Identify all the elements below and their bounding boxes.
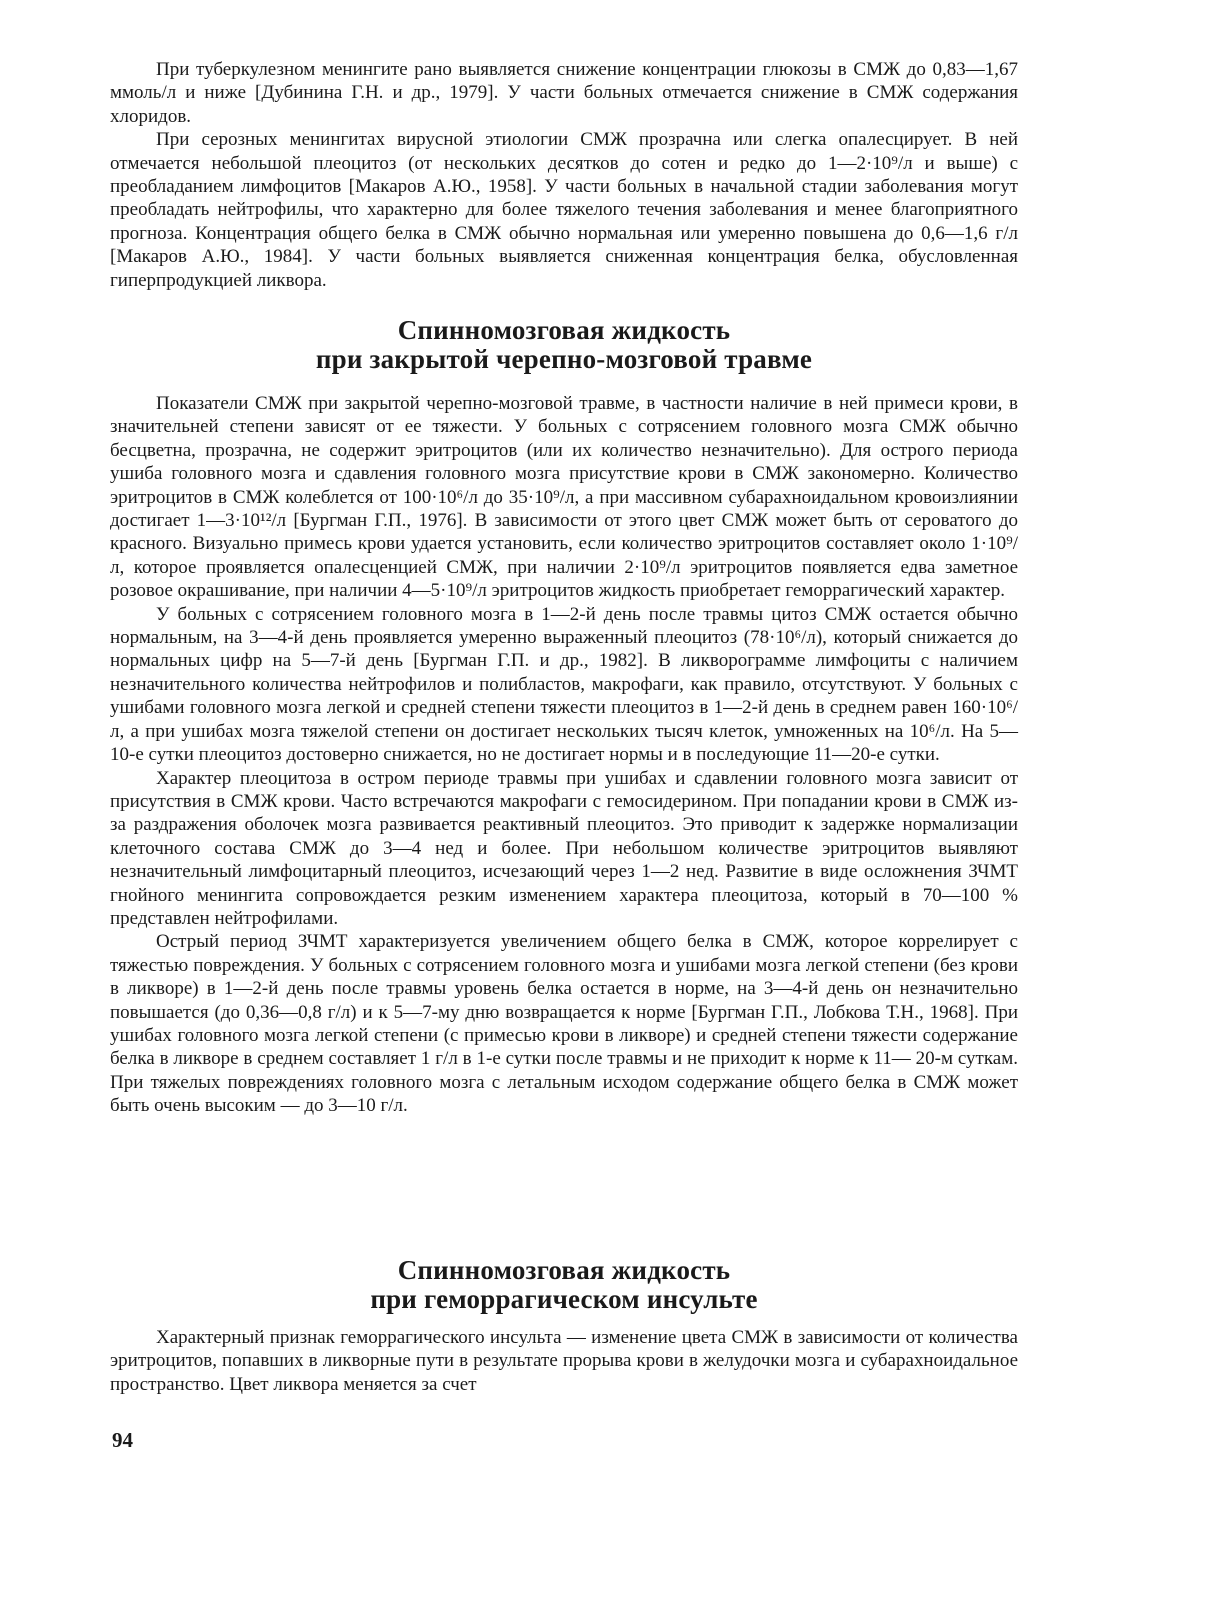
tbi-section — [110, 392, 1018, 1118]
stroke-heading — [110, 1256, 1018, 1314]
intro-section — [110, 58, 1018, 292]
stroke-section — [110, 1326, 1018, 1396]
page-number: 94 — [112, 1428, 133, 1452]
paragraph: Острый период ЗЧМТ характеризуется увеличением общего белка в СМЖ, которое коррелирует с тяжестью повреждения. У больных с сотрясением головного мозга и ушибами мозга легкой степени (без крови в ликворе) в 1—2-й день после травмы уровень белка остается в норме, на 3—4-й день он незначительно повышается (до 0,36—0,8 г/л) и к 5—7-му дню возвращается к норме [Бургман Г.П., Лобкова Т.Н., 1968]. При ушибах головного мозга легкой степени (с примесью крови в ликворе) и средней степени тяжести содержание белка в ликворе в среднем составляет 1 г/л в 1-е сутки после травмы и не приходит к норме к 11— 20-м суткам. При тяжелых повреждениях головного мозга с летальным исходом содержание общего белка в СМЖ может быть очень высоким — до 3—10 г/л. — [110, 931, 1018, 1117]
section-title-line: Спинномозговая жидкость — [397, 315, 731, 345]
paragraph: При серозных менингитах вирусной этиологии СМЖ прозрачна или слегка опалесцирует. В ней отмечается небольшой плеоцитоз (от нескольких десятков до сотен и редко до 1—2·10⁹/л и выше) с преобладанием лимфоцитов [Макаров А.Ю., 1958]. У части больных в начальной стадии заболевания могут преобладать нейтрофилы, что характерно для более тяжелого течения заболевания и менее благоприятного прогноза. Концентрация общего белка в СМЖ обычно нормальная или умеренно повышена до 0,6—1,6 г/л [Макаров А.Ю., 1984]. У части больных выявляется сниженная концентрация белка, обусловленная гиперпродукцией ликвора. — [110, 129, 1018, 291]
paragraph: Характер плеоцитоза в остром периоде травмы при ушибах и сдавлении головного мозга зависит от присутствия в СМЖ крови. Часто встречаются макрофаги с гемосидерином. При попадании крови в СМЖ из-за раздражения оболочек мозга развивается реактивный плеоцитоз. Это приводит к задержке нормализации клеточного состава СМЖ до 3—4 нед и более. При небольшом количестве эритроцитов выявляют незначительный лимфоцитарный плеоцитоз, исчезающий через 1—2 нед. Развитие в виде осложнения ЗЧМТ гнойного менингита сопровождается резким изменением характера плеоцитоза, который в 70—100 % представлен нейтрофилами. — [110, 767, 1018, 929]
tbi-heading — [110, 316, 1018, 374]
paragraph: Показатели СМЖ при закрытой черепно-мозговой травме, в частности наличие в ней примеси крови, в значительней степени зависят от ее тяжести. У больных с сотрясением головного мозга СМЖ обычно бесцветна, прозрачна, не содержит эритроцитов (или их количество незначительно). Для острого периода ушиба головного мозга и сдавления головного мозга присутствие крови в СМЖ закономерно. Количество эритроцитов в СМЖ колеблется от 100·10⁶/л до 35·10⁹/л, а при массивном субарахноидальном кровоизлиянии достигает 1—3·10¹²/л [Бургман Г.П., 1976]. В зависимости от этого цвет СМЖ может быть от сероватого до красного. Визуально примесь крови удается установить, если количество эритроцитов составляет около 1·10⁹/л, которое проявляется опалесценцией СМЖ, при наличии 2·10⁹/л эритроцитов появляется едва заметное розовое окрашивание, при наличии 4—5·10⁹/л эритроцитов жидкость приобретает геморрагический характер. — [110, 393, 1018, 602]
paragraph: Характерный признак геморрагического инсульта — изменение цвета СМЖ в зависимости от количества эритроцитов, попавших в ликворные пути в результате прорыва крови в желудочки мозга и субарахноидальное пространство. Цвет ликвора меняется за счет — [110, 1327, 1018, 1395]
section-title-line: Спинномозговая жидкость — [397, 1255, 731, 1285]
paragraph: При туберкулезном менингите рано выявляется снижение концентрации глюкозы в СМЖ до 0,83—1,67 ммоль/л и ниже [Дубинина Г.Н. и др., 1979]. У части больных отмечается снижение в СМЖ содержания хлоридов. — [110, 59, 1018, 127]
section-title-line: при геморрагическом инсульте — [370, 1284, 758, 1314]
paragraph: У больных с сотрясением головного мозга в 1—2-й день после травмы цитоз СМЖ остается обычно нормальным, на 3—4-й день проявляется умеренно выраженный плеоцитоз (78·10⁶/л), который снижается до нормальных цифр на 5—7-й день [Бургман Г.П. и др., 1982]. В ликворограмме лимфоциты с наличием незначительного количества нейтрофилов и полибластов, макрофаги, как правило, отсутствуют. У больных с ушибами головного мозга легкой и средней степени тяжести плеоцитоз в 1—2-й день в среднем равен 160·10⁶/л, а при ушибах мозга тяжелой степени он достигает нескольких тысяч клеток, умноженных на 10⁶/л. На 5—10-е сутки плеоцитоз достоверно снижается, но не достигает нормы и в последующие 11—20-е сутки. — [110, 603, 1018, 766]
section-title — [110, 1256, 1018, 1314]
section-title — [110, 316, 1018, 374]
section-title-line: при закрытой черепно-мозговой травме — [315, 344, 813, 374]
